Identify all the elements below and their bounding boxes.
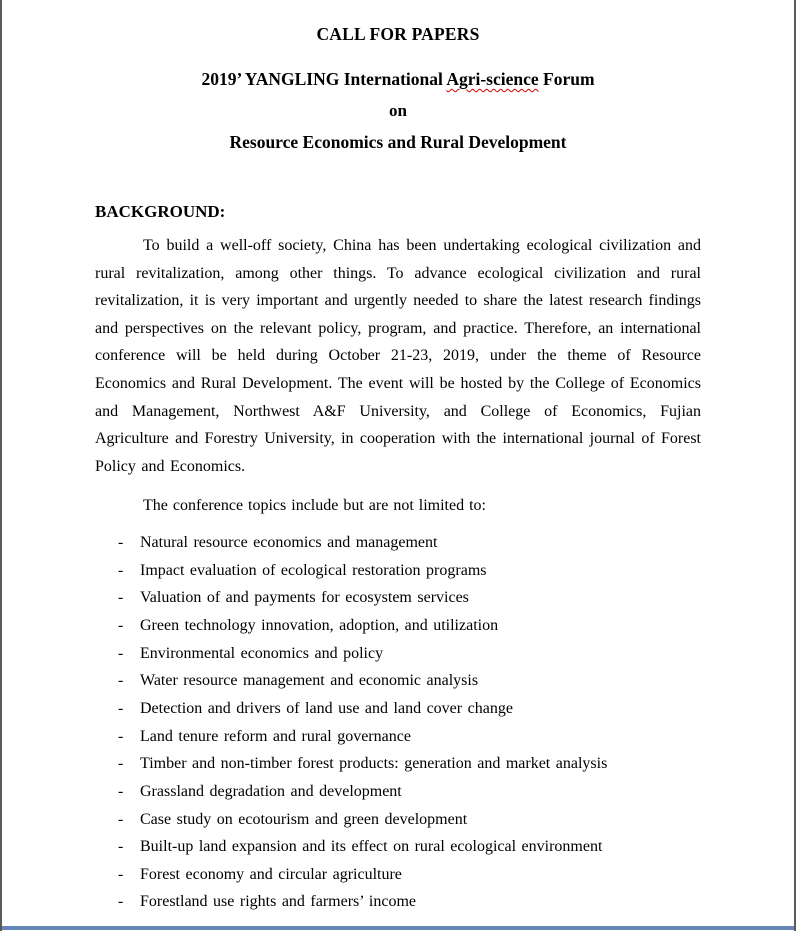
list-dash-marker: -: [118, 727, 124, 745]
list-dash-marker: -: [118, 838, 124, 856]
topic-text: Built-up land expansion and its effect on rural ecological environment: [140, 838, 603, 856]
topic-text: Grassland degradation and development: [140, 782, 402, 800]
topic-item: [95, 723, 701, 751]
topic-text: Forestland use rights and farmers’ income: [140, 893, 417, 911]
topic-item: [95, 806, 701, 834]
topic-text: Detection and drivers of land use and land cover change: [140, 699, 513, 717]
forum-title-prefix: 2019’ YANGLING International: [201, 69, 447, 89]
window-bottom-edge: [2, 926, 794, 930]
topic-text: Timber and non-timber forest products: generation and market analysis: [140, 755, 608, 773]
topic-text: Green technology innovation, adoption, and utilization: [140, 616, 499, 634]
topic-item: [95, 833, 701, 861]
topic-item: [95, 612, 701, 640]
page-title: CALL FOR PAPERS: [316, 24, 480, 44]
topic-text: Valuation of and payments for ecosystem services: [140, 589, 469, 607]
topic-text: Forest economy and circular agriculture: [140, 865, 402, 883]
topic-item: [95, 888, 701, 916]
list-dash-marker: -: [118, 616, 124, 634]
topic-item: [95, 557, 701, 585]
title-connector: on: [389, 101, 407, 120]
list-dash-marker: -: [118, 644, 124, 662]
list-dash-marker: -: [118, 782, 124, 800]
list-dash-marker: -: [118, 533, 124, 551]
list-dash-marker: -: [118, 755, 124, 773]
list-dash-marker: -: [118, 893, 124, 911]
list-dash-marker: -: [118, 672, 124, 690]
forum-title-suffix: Forum: [538, 69, 595, 89]
document-content: [2, 24, 794, 916]
topic-item: [95, 778, 701, 806]
topic-text: Water resource management and economic analysis: [140, 672, 479, 690]
topic-text: Case study on ecotourism and green development: [140, 810, 468, 828]
spellcheck-flagged-word: Agri-science: [446, 69, 539, 89]
list-dash-marker: -: [118, 865, 124, 883]
background-section-heading: BACKGROUND:: [95, 202, 226, 221]
topic-item: [95, 750, 701, 778]
forum-title-line: [95, 69, 701, 89]
topic-text: Environmental economics and policy: [140, 644, 384, 662]
topic-item: [95, 861, 701, 889]
conference-theme-title: Resource Economics and Rural Development: [229, 132, 567, 152]
list-dash-marker: -: [118, 561, 124, 579]
background-paragraph: To build a well-off society, China has been undertaking ecological civilization and rural revitalization, among other things. To advance ecological civilization and rural revitalization, it is very important and urgently needed to share the latest research findings and perspectives on the relevant policy, program, and practice. Therefore, an international conference will be held during October 21-23, 2019, under the theme of Resource Economics and Rural Development. The event will be hosted by the College of Economics and Management, Northwest A&F University, and College of Economics, Fujian Agriculture and Forestry University, in cooperation with the international journal of Forest Policy and Economics.: [95, 237, 701, 475]
topic-item: [95, 584, 701, 612]
topic-text: Land tenure reform and rural governance: [140, 727, 411, 745]
topic-text: Impact evaluation of ecological restoration programs: [140, 561, 487, 579]
topic-item: [95, 667, 701, 695]
list-dash-marker: -: [118, 810, 124, 828]
topics-intro-line: The conference topics include but are not limited to:: [143, 497, 486, 515]
topics-list: [95, 529, 701, 916]
list-dash-marker: -: [118, 589, 124, 607]
topic-item: [95, 695, 701, 723]
topic-item: [95, 640, 701, 668]
list-dash-marker: -: [118, 699, 124, 717]
topic-item: [95, 529, 701, 557]
topic-text: Natural resource economics and management: [140, 533, 438, 551]
